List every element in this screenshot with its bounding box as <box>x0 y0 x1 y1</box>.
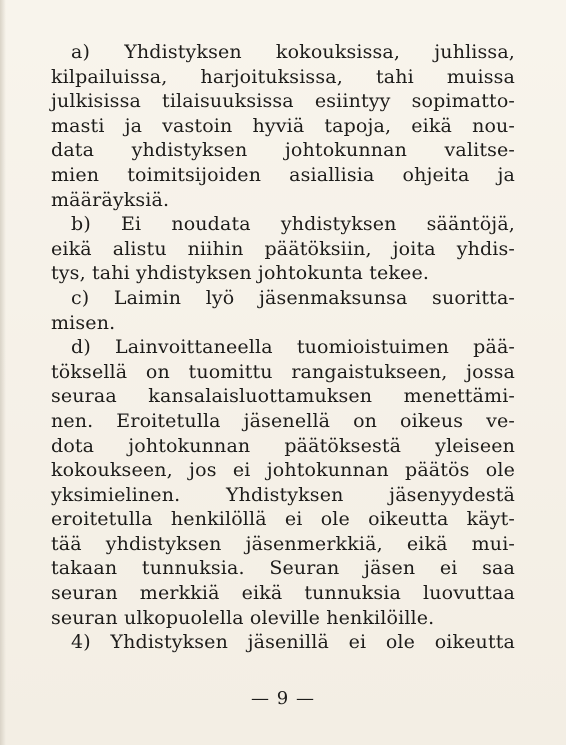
paragraph-a-line: julkisissa tilaisuuksissa esiintyy sopimatto- <box>51 90 515 113</box>
paragraph-c-line: c) Laimin lyö jäsenmaksunsa suoritta- <box>71 286 515 309</box>
paragraph-a-line: a) Yhdistyksen kokouksissa, juhlissa, <box>71 41 515 63</box>
paragraph-d-line: seuraa kansalaisluottamuksen menettämi- <box>51 385 515 408</box>
paragraph-a-line: masti ja vastoin hyviä tapoja, eikä nou- <box>51 114 515 137</box>
paragraph-b-line: b) Ei noudata yhdistyksen sääntöjä, <box>71 213 515 236</box>
paragraph-d-line: yksimielinen. Yhdistyksen jäsenyydestä <box>51 483 515 506</box>
paragraph-d-line: kokoukseen, jos ei johtokunnan päätös ole <box>51 459 515 482</box>
paragraph-a-line: määräyksiä. <box>51 188 170 211</box>
paragraph-a-line: mien toimitsijoiden asiallisia ohjeita ja <box>51 163 515 186</box>
paragraph-b-line: tys, tahi yhdistyksen johtokunta tekee. <box>51 262 430 285</box>
page-number: — 9 — <box>251 688 315 709</box>
paragraph-d-line: tää yhdistyksen jäsenmerkkiä, eikä mui- <box>51 532 515 555</box>
paragraph-a-line: kilpailuissa, harjoituksissa, tahi muissa <box>51 65 515 88</box>
paragraph-d-line: seuran merkkiä eikä tunnuksia luovuttaa <box>51 582 515 605</box>
paragraph-c-line: misen. <box>51 311 116 334</box>
paragraph-4-line: 4) Yhdistyksen jäsenillä ei ole oikeutta <box>71 631 515 654</box>
paragraph-d-line: dota johtokunnan päätöksestä yleiseen <box>51 434 515 457</box>
paragraph-d-line: eroitetulla henkilöllä ei ole oikeutta käyt- <box>51 508 515 531</box>
paragraph-d-line: nen. Eroitetulla jäsenellä on oikeus ve- <box>51 409 515 432</box>
paragraph-d-line: d) Lainvoittaneella tuomioistuimen pää- <box>71 336 515 359</box>
paragraph-a-line: data yhdistyksen johtokunnan valitse- <box>51 139 515 162</box>
paragraph-d-line: töksellä on tuomittu rangaistukseen, jossa <box>51 360 515 383</box>
paragraph-b-line: eikä alistu niihin päätöksiin, joita yhdis- <box>51 237 515 260</box>
page-text <box>51 40 515 655</box>
paragraph-d-line: takaan tunnuksia. Seuran jäsen ei saa <box>51 557 515 580</box>
page-gutter-shadow <box>0 0 6 745</box>
paragraph-d-line: seuran ulkopuolella oleville henkilöille. <box>51 606 435 629</box>
